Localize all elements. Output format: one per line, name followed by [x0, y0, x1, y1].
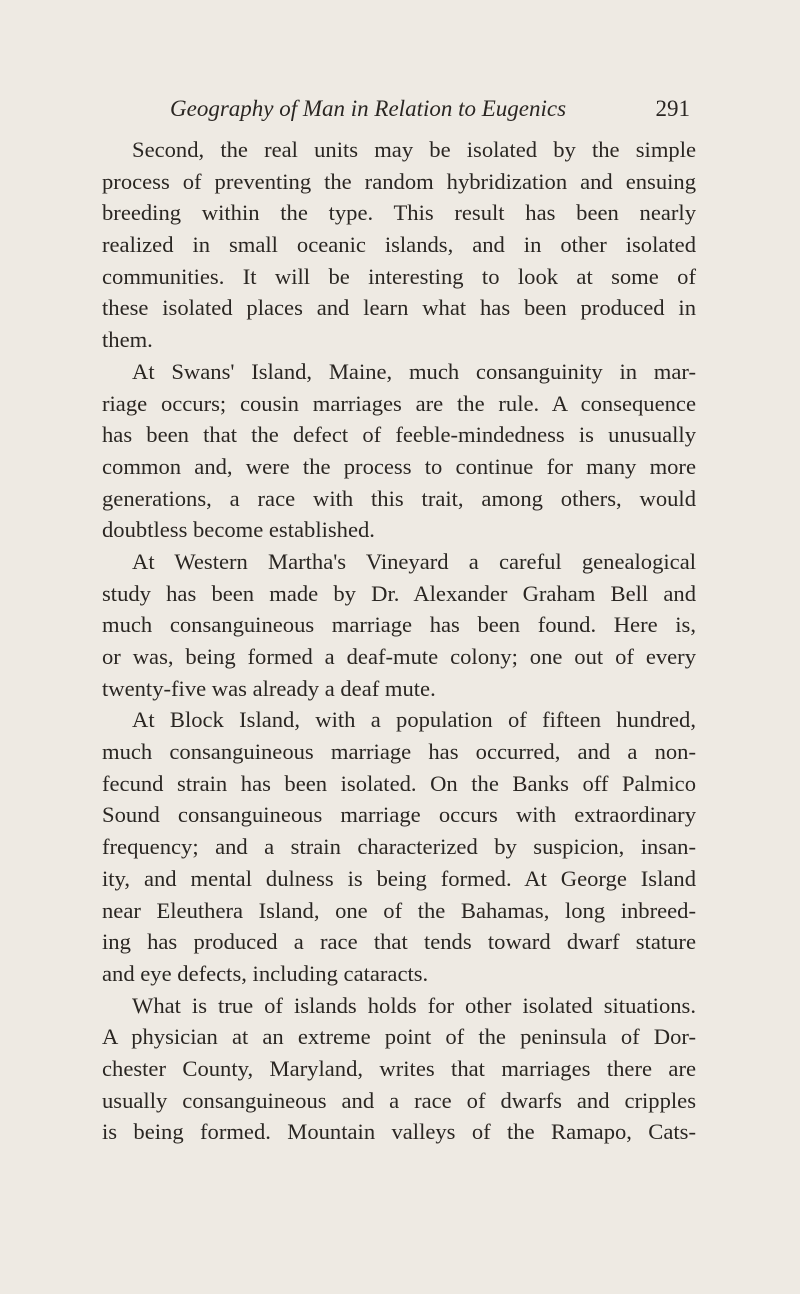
text-line: or was, being formed a deaf-mute colony; one out of every — [102, 644, 696, 669]
text-line: twenty-five was already a deaf mute. — [102, 675, 436, 701]
text-line: much consanguineous marriage has occurred, and a non- — [102, 739, 696, 765]
text-line: ity, and mental dulness is being formed. At George Island — [102, 865, 696, 891]
text-line: near Eleuthera Island, one of the Bahamas, long inbreed- — [102, 897, 696, 923]
text-line: usually consanguineous and a race of dwarfs and cripples — [102, 1087, 696, 1113]
page-number: 291 — [655, 96, 690, 121]
text-line: ing has produced a race that tends toward dwarf stature — [102, 929, 696, 955]
text-line: communities. It will be interesting to look at some of — [102, 263, 696, 289]
text-line: A physician at an extreme point of the peninsula of Dor- — [102, 1024, 696, 1050]
text-line: Second, the real units may be isolated by the simple — [132, 137, 696, 162]
text-line: At Block Island, with a population of fifteen hundred, — [132, 707, 696, 733]
text-line: chester County, Maryland, writes that marriages there are — [102, 1055, 696, 1081]
text-line: much consanguineous marriage has been found. Here is, — [102, 612, 696, 638]
body-text — [102, 134, 696, 1148]
text-line: At Swans' Island, Maine, much consanguinity in mar- — [132, 358, 696, 384]
text-line: generations, a race with this trait, among others, would — [102, 485, 696, 511]
text-line: At Western Martha's Vineyard a careful genealogical — [132, 548, 696, 574]
text-line: fecund strain has been isolated. On the Banks off Palmico — [102, 770, 696, 796]
text-line: has been that the defect of feeble-mindedness is unusually — [102, 422, 696, 448]
text-line: What is true of islands holds for other isolated situations. — [132, 992, 696, 1018]
running-head — [170, 92, 690, 126]
text-line: them. — [102, 327, 153, 353]
text-line: frequency; and a strain characterized by suspicion, insan- — [102, 834, 696, 860]
text-line: and eye defects, including cataracts. — [102, 960, 429, 986]
text-line: is being formed. Mountain valleys of the Ramapo, Cats- — [102, 1119, 696, 1145]
text-line: riage occurs; cousin marriages are the rule. A consequence — [102, 390, 696, 416]
running-title: Geography of Man in Relation to Eugenics — [170, 96, 567, 121]
text-line: process of preventing the random hybridization and ensuing — [102, 168, 696, 194]
text-line: realized in small oceanic islands, and in other isolated — [102, 232, 696, 258]
text-line: these isolated places and learn what has been produced in — [102, 295, 696, 321]
text-line: breeding within the type. This result has been nearly — [102, 200, 696, 226]
text-line: doubtless become established. — [102, 517, 375, 543]
text-line: study has been made by Dr. Alexander Graham Bell and — [102, 580, 696, 606]
text-line: Sound consanguineous marriage occurs with extraordinary — [102, 802, 696, 828]
text-line: common and, were the process to continue for many more — [102, 453, 696, 479]
